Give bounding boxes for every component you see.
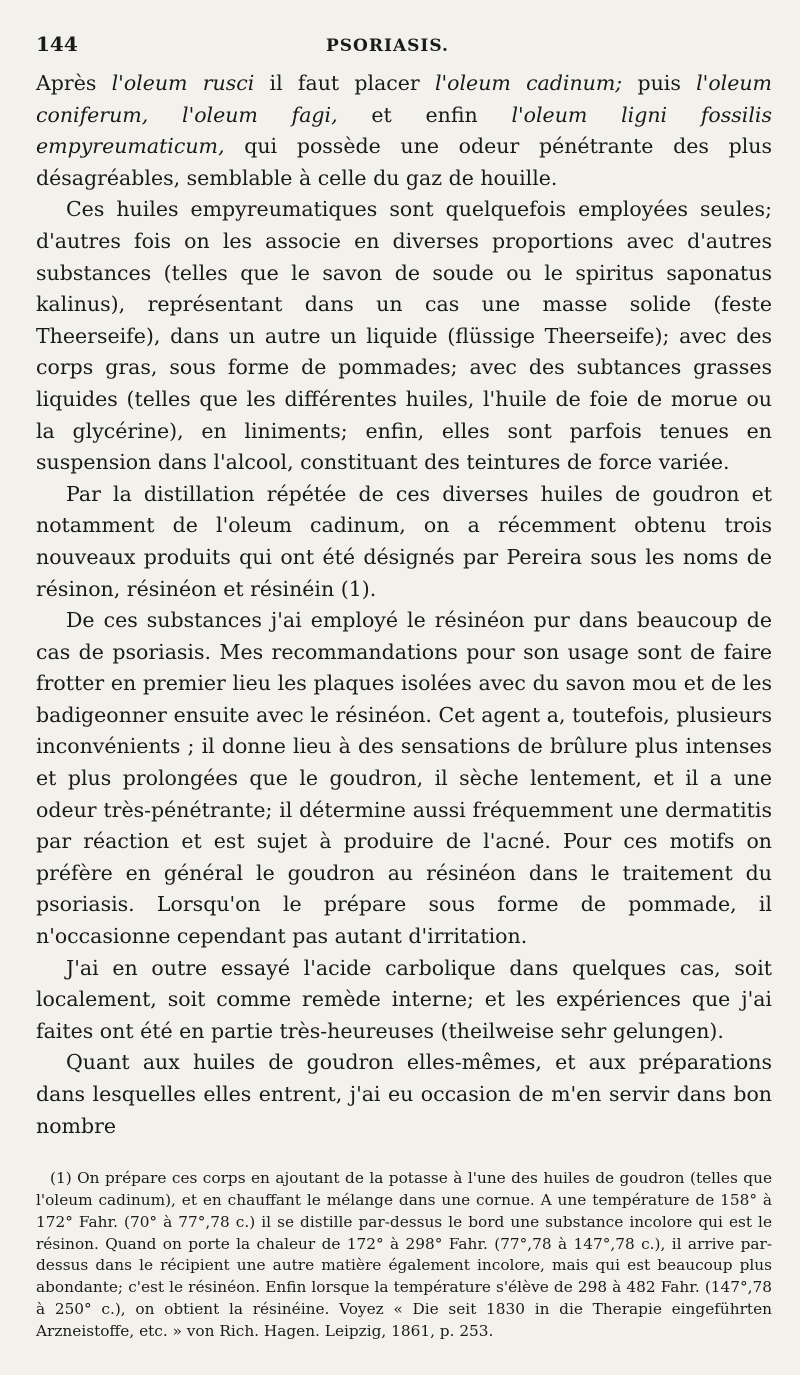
paragraph-4: De ces substances j'ai employé le résinéon pur dans beaucoup de cas de psoriasis. Mes recommandations pour son usage sont de faire frotter en premier lieu les plaques isolées avec du savon mou et de les badigeonner ensuite avec le résinéon. Cet agent a, toutefois, plusieurs inconvénients ; il donne lieu à des sensations de brûlure plus intenses et plus prolongées que le goudron, il sèche lentement, et il a une odeur très-pénétrante; il détermine aussi fréquemment une dermatitis par réaction et est sujet à produire de l'acné. Pour ces motifs on préfère en général le goudron au résinéon dans le traitement du psoriasis. Lorsqu'on le prépare sous forme de pommade, il n'occasionne cependant pas autant d'irritation. xyxy=(36,608,772,949)
paragraph-2: Ces huiles empyreumatiques sont quelquefois employées seules; d'autres fois on les associe en diverses proportions avec d'autres substances (telles que le savon de soude ou le spiritus saponatus kalinus), représentant dans un cas une masse solide (feste Theerseife), dans un autre un liquide (flüssige Theerseife); avec des corps gras, sous forme de pommades; avec des subtances grasses liquides (telles que les différentes huiles, l'huile de foie de morue ou la glycérine), en liniments; enfin, elles sont parfois tenues en suspension dans l'alcool, constituant des teintures de force variée. xyxy=(36,197,772,475)
p1-text-3: puis xyxy=(622,71,697,95)
paragraph-6: Quant aux huiles de goudron elles-mêmes, et aux préparations dans lesquelles elles entrent, j'ai eu occasion de m'en servir dans bon nombre xyxy=(36,1050,772,1138)
paragraph-5: J'ai en outre essayé l'acide carbolique dans quelques cas, soit localement, soit comme remède interne; et les expériences que j'ai faites ont été en partie très-heureuses (theilweise sehr gelungen). xyxy=(36,955,772,1043)
page-number: 144 xyxy=(36,32,78,56)
footnote: (1) On prépare ces corps en ajoutant de la potasse à l'une des huiles de goudron (telles que l'oleum cadinum), et en chauffant le mélange dans une cornue. A une température de 158° à 172° Fahr. (70° à 77°,78 c.) il se distille par-dessus le bord une substance incolore qui est le résinon. Quand on porte la chaleur de 172° à 298° Fahr. (77°,78 à 147°,78 c.), il arrive par-dessus dans le récipient une autre matière également incolore, mais qui est beaucoup plus abondante; c'est le résinéon. Enfin lorsque la température s'élève de 298 à 482 Fahr. (147°,78 à 250° c.), on obtient la résinéine. Voyez « Die seit 1830 in die Therapie eingeführten Arzneistoffe, etc. » von Rich. Hagen. Leipzig, 1861, p. 253. xyxy=(36,1169,772,1340)
p1-italic-4: l'oleum ligni fossilis empyreumaticum, xyxy=(36,102,772,159)
p1-italic-1: l'oleum rusci xyxy=(111,71,255,95)
running-title: PSORIASIS. xyxy=(326,36,449,56)
body-text xyxy=(36,68,772,1142)
p1-text-1: Après xyxy=(36,71,112,95)
paragraph-3: Par la distillation répétée de ces diverses huiles de goudron et notamment de l'oleum cadinum, on a récemment obtenu trois nouveaux produits qui ont été désignés par Pereira sous les noms de résinon, résinéon et résinéin (1). xyxy=(36,481,772,601)
p1-italic-2: l'oleum cadinum; xyxy=(434,71,623,95)
p1-text-4: et enfin xyxy=(337,102,512,127)
paragraph-1 xyxy=(36,68,772,194)
page-header xyxy=(36,32,772,62)
p1-text-5: qui possède une odeur pénétrante des plus désagréables, semblable à celle du gaz de houille. xyxy=(36,134,772,190)
p1-italic-3: l'oleum coniferum, l'oleum fagi, xyxy=(36,71,772,127)
p1-text-2: il faut placer xyxy=(254,71,435,95)
